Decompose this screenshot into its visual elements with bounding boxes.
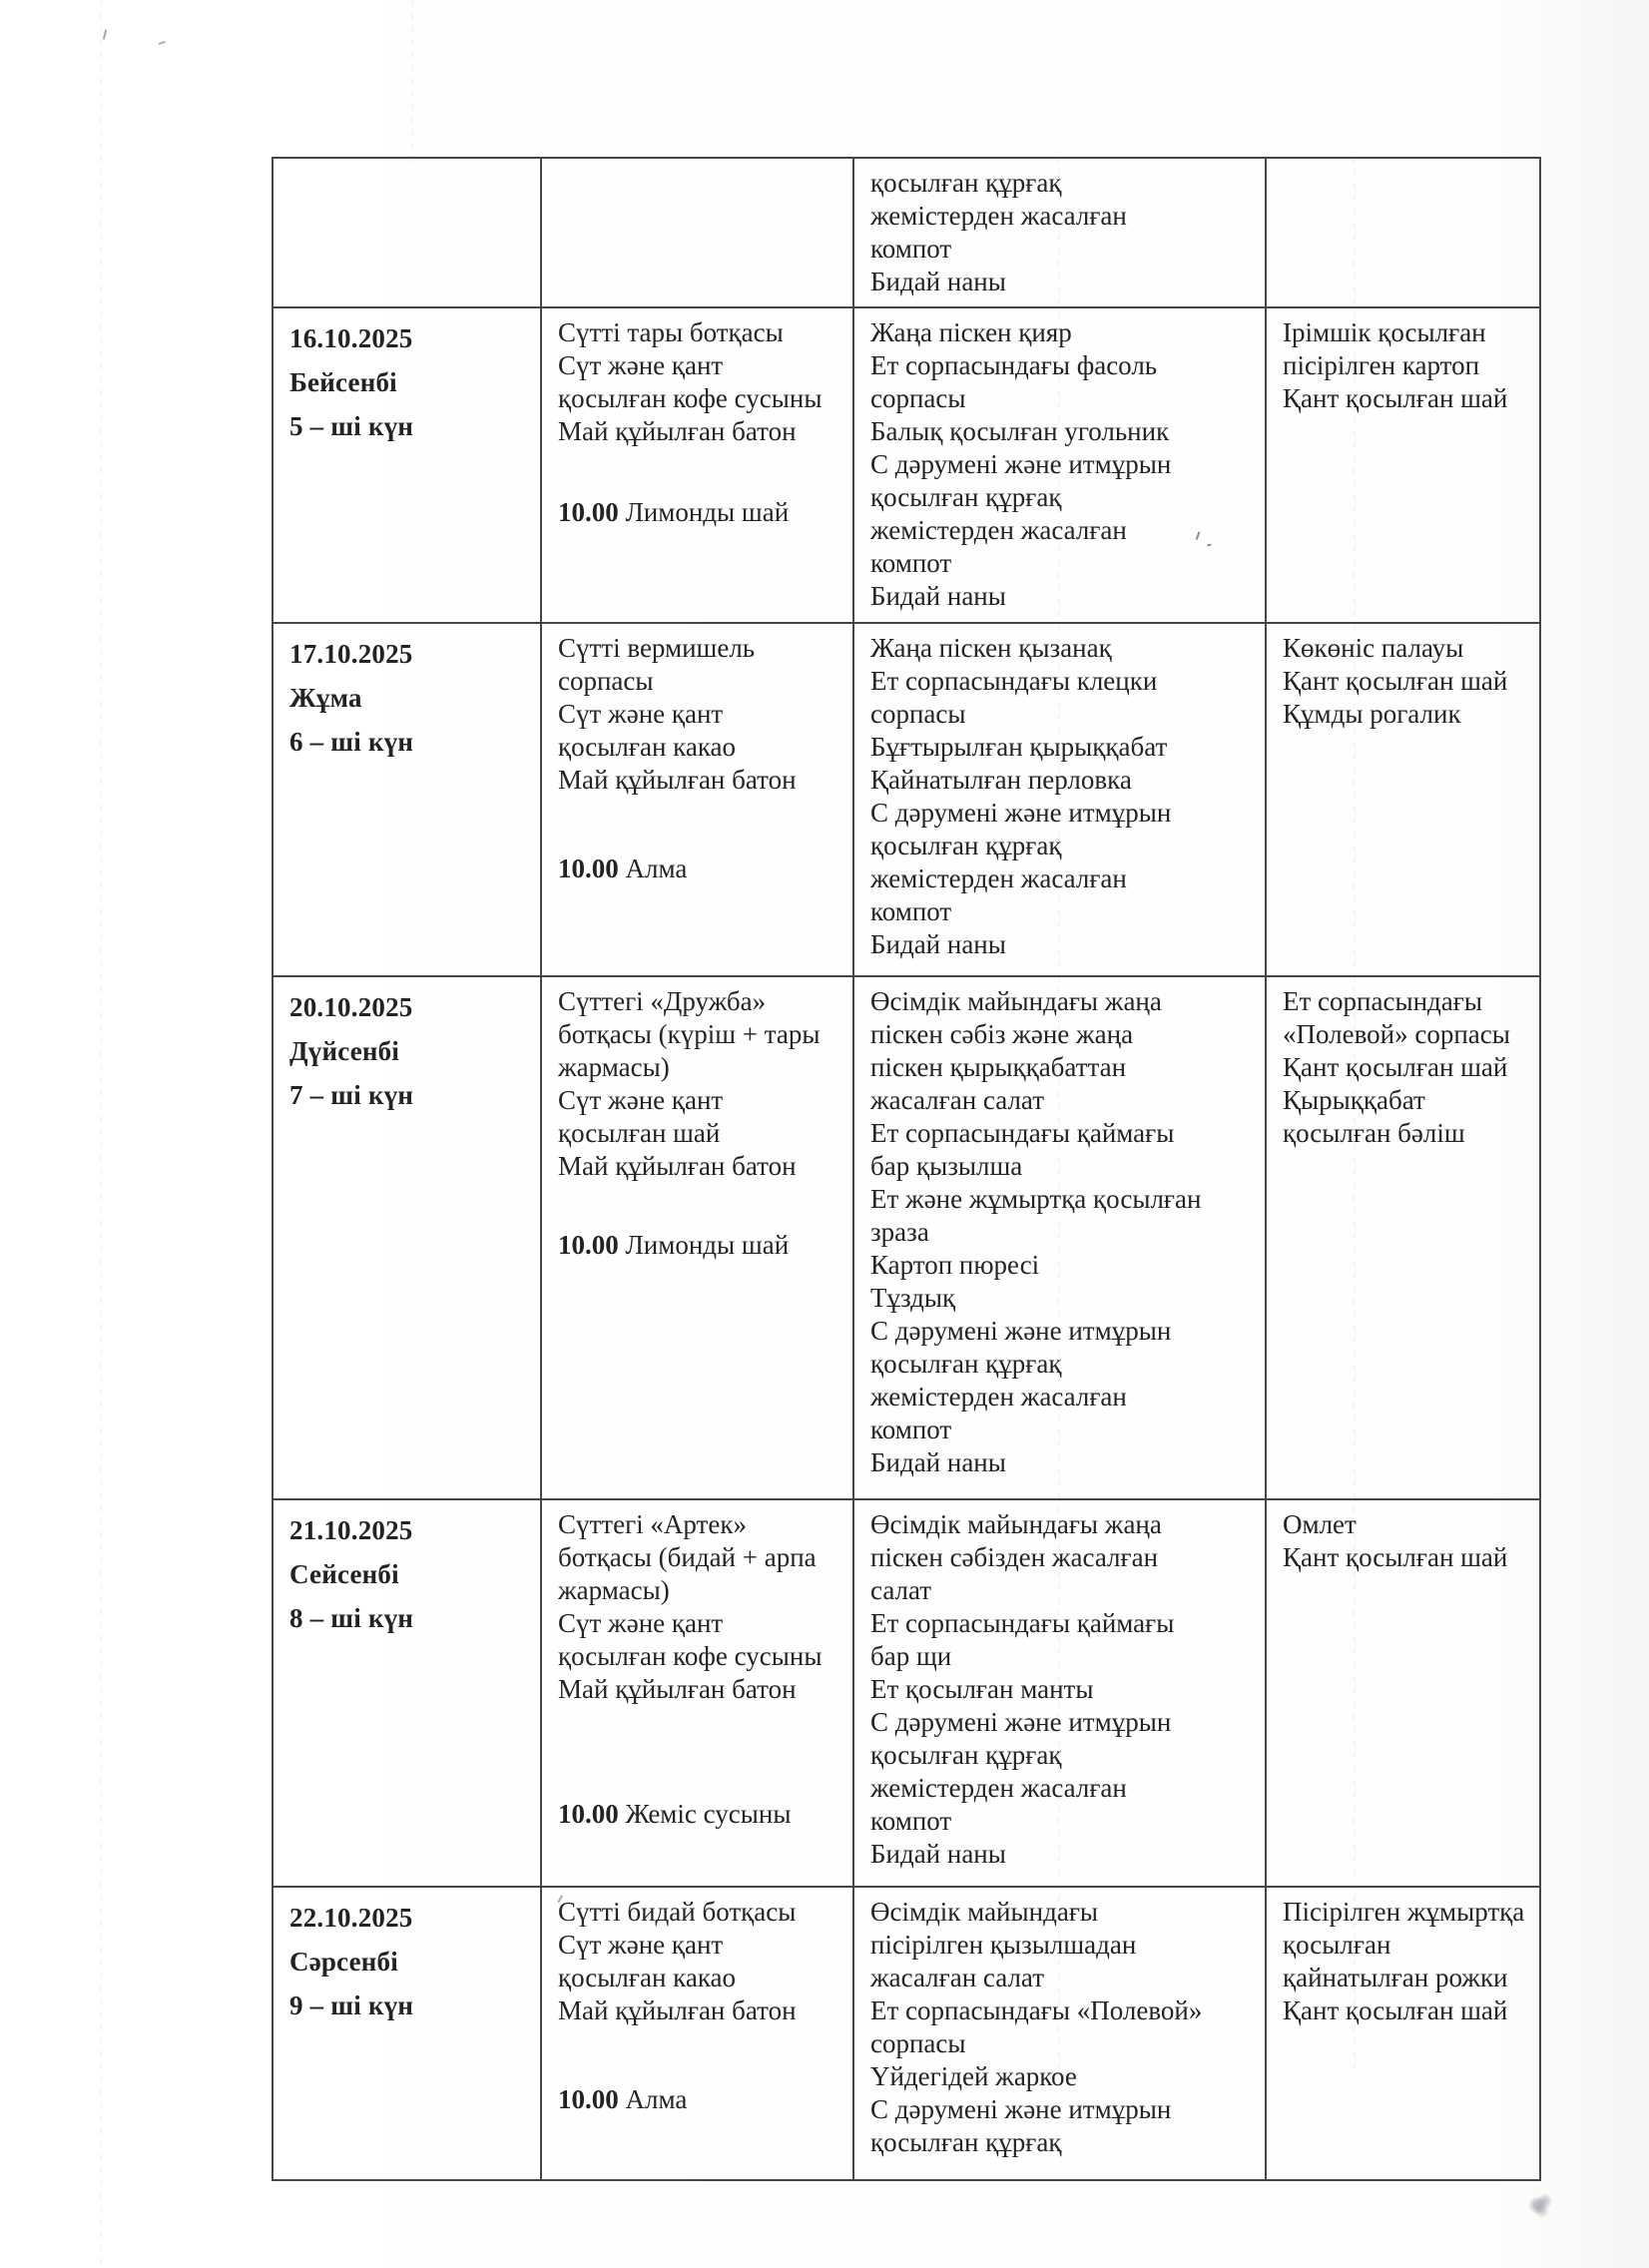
menu-line: Сүт және қант bbox=[558, 350, 724, 380]
morning-snack-time: 10.00 bbox=[558, 2084, 619, 2114]
menu-line: Көкөніс палауы bbox=[1283, 633, 1464, 663]
menu-line: Өсімдік майындағы жаңа bbox=[870, 986, 1162, 1016]
menu-line: компот bbox=[870, 1415, 952, 1444]
menu-line: Май құйылған батон bbox=[558, 1674, 797, 1704]
menu-line: Сүттегі «Дружба» bbox=[558, 986, 767, 1016]
scan-artifact bbox=[103, 30, 110, 41]
menu-line: Дүйсенбі bbox=[289, 1036, 400, 1066]
menu-line: Ет сорпасындағы bbox=[1283, 986, 1482, 1016]
menu-line: 7 – ші күн bbox=[289, 1080, 414, 1110]
cell-breakfast bbox=[541, 307, 853, 623]
paper-crease bbox=[411, 0, 413, 165]
menu-line: Май құйылған батон bbox=[558, 765, 797, 795]
menu-line: Пісірілген жұмыртқа bbox=[1283, 1897, 1525, 1927]
menu-line: қосылған құрғақ bbox=[870, 168, 1062, 198]
menu-line: Ет және жұмыртқа қосылған bbox=[870, 1184, 1202, 1214]
menu-line: қосылған құрғақ bbox=[870, 2127, 1062, 2157]
menu-line: 8 – ші күн bbox=[289, 1603, 414, 1633]
menu-row bbox=[273, 158, 1540, 307]
menu-line: Жұма bbox=[289, 683, 362, 713]
menu-line: 9 – ші күн bbox=[289, 1990, 414, 2020]
menu-line: салат bbox=[870, 1575, 932, 1605]
menu-line: жармасы) bbox=[558, 1052, 670, 1082]
menu-line: қосылған кофе сусыны bbox=[558, 383, 823, 413]
menu-line: Бейсенбі bbox=[289, 367, 397, 397]
menu-line: Ет сорпасындағы қаймағы bbox=[870, 1608, 1175, 1638]
menu-line: пісірілген картоп bbox=[1283, 350, 1480, 380]
cell-breakfast bbox=[541, 976, 853, 1499]
menu-line: қосылған құрғақ bbox=[870, 831, 1062, 860]
menu-line: 20.10.2025 bbox=[289, 992, 413, 1022]
menu-line: 22.10.2025 bbox=[289, 1903, 413, 1933]
morning-snack-line: 10.00 Лимонды шай bbox=[558, 1230, 790, 1260]
menu-line: жемістерден жасалған bbox=[870, 1773, 1127, 1803]
menu-line: Сүт және қант bbox=[558, 1930, 724, 1960]
menu-line: піскен қырыққабаттан bbox=[870, 1052, 1127, 1082]
menu-line: Тұздық bbox=[870, 1283, 956, 1313]
menu-line: Сейсенбі bbox=[289, 1559, 399, 1589]
menu-line: қосылған құрғақ bbox=[870, 482, 1062, 512]
menu-line: қосылған кофе сусыны bbox=[558, 1641, 823, 1671]
menu-line: Сүт және қант bbox=[558, 1608, 724, 1638]
menu-line: Жаңа піскен қызанақ bbox=[870, 633, 1112, 663]
menu-line: қосылған құрғақ bbox=[870, 1740, 1062, 1770]
menu-line: қосылған какао bbox=[558, 1963, 737, 1992]
menu-line: Қант қосылған шай bbox=[1283, 1052, 1508, 1082]
menu-line: компот bbox=[870, 548, 952, 578]
cell-date bbox=[273, 623, 541, 976]
menu-line: «Полевой» сорпасы bbox=[1283, 1019, 1510, 1049]
morning-snack-time: 10.00 bbox=[558, 497, 619, 527]
cell-date bbox=[273, 1499, 541, 1887]
menu-row bbox=[273, 1499, 1540, 1887]
menu-line: Сәрсенбі bbox=[289, 1947, 398, 1977]
menu-line: жармасы) bbox=[558, 1575, 670, 1605]
menu-line: Бидай наны bbox=[870, 581, 1006, 611]
menu-line: Қайнатылған перловка bbox=[870, 765, 1132, 795]
menu-line: С дәрумені және итмұрын bbox=[870, 2094, 1172, 2124]
menu-line: Ірімшік қосылған bbox=[1283, 317, 1486, 347]
menu-row bbox=[273, 307, 1540, 623]
menu-line: Жаңа піскен қияр bbox=[870, 317, 1072, 347]
menu-line: сорпасы bbox=[558, 666, 654, 696]
menu-line: бар щи bbox=[870, 1641, 952, 1671]
menu-line: піскен сәбізден жасалған bbox=[870, 1542, 1159, 1572]
cell-lunch bbox=[853, 1887, 1266, 2180]
menu-line: пісірілген қызылшадан bbox=[870, 1930, 1137, 1960]
cell-lunch bbox=[853, 1499, 1266, 1887]
menu-line: Сүтті бидай ботқасы bbox=[558, 1897, 797, 1927]
menu-line: Өсімдік майындағы жаңа bbox=[870, 1509, 1162, 1539]
menu-line: 21.10.2025 bbox=[289, 1515, 413, 1545]
menu-line: бар қызылша bbox=[870, 1151, 1023, 1181]
menu-line: ботқасы (бидай + арпа bbox=[558, 1542, 817, 1572]
menu-line: компот bbox=[870, 896, 952, 926]
menu-line: Картоп пюресі bbox=[870, 1250, 1040, 1280]
cell-lunch bbox=[853, 976, 1266, 1499]
cell-afternoon bbox=[1266, 158, 1540, 307]
menu-line: Сүт және қант bbox=[558, 699, 724, 729]
menu-line: Үйдегідей жаркое bbox=[870, 2061, 1077, 2091]
menu-row bbox=[273, 623, 1540, 976]
menu-line: компот bbox=[870, 1806, 952, 1836]
menu-line: жасалған салат bbox=[870, 1963, 1044, 1992]
menu-line: Балық қосылған угольник bbox=[870, 416, 1170, 446]
menu-line: С дәрумені және итмұрын bbox=[870, 1316, 1172, 1346]
menu-line: Бидай наны bbox=[870, 267, 1006, 296]
cell-breakfast bbox=[541, 623, 853, 976]
menu-line: зраза bbox=[870, 1217, 929, 1247]
menu-line: 16.10.2025 bbox=[289, 323, 413, 353]
menu-line: Қырыққабат bbox=[1283, 1085, 1425, 1115]
menu-line: Май құйылған батон bbox=[558, 1995, 797, 2025]
menu-line: Сүтті тары ботқасы bbox=[558, 317, 784, 347]
menu-line: қосылған құрғақ bbox=[870, 1349, 1062, 1379]
menu-line: Қант қосылған шай bbox=[1283, 1542, 1508, 1572]
menu-line: жемістерден жасалған bbox=[870, 863, 1127, 893]
menu-line: компот bbox=[870, 234, 952, 264]
menu-line: Қант қосылған шай bbox=[1283, 383, 1508, 413]
menu-line: піскен сәбіз және жаңа bbox=[870, 1019, 1134, 1049]
menu-row bbox=[273, 1887, 1540, 2180]
menu-line: Сүттегі «Артек» bbox=[558, 1509, 747, 1539]
cell-date bbox=[273, 976, 541, 1499]
cell-afternoon bbox=[1266, 307, 1540, 623]
cell-afternoon bbox=[1266, 976, 1540, 1499]
cell-date bbox=[273, 158, 541, 307]
cell-lunch bbox=[853, 623, 1266, 976]
menu-line: С дәрумені және итмұрын bbox=[870, 449, 1172, 479]
menu-line: Өсімдік майындағы bbox=[870, 1897, 1099, 1927]
menu-line: Қант қосылған шай bbox=[1283, 666, 1508, 696]
menu-line: Бидай наны bbox=[870, 929, 1006, 959]
menu-line: Бұғтырылған қырыққабат bbox=[870, 732, 1168, 762]
menu-line: Ет қосылған манты bbox=[870, 1674, 1094, 1704]
menu-line: қосылған бәліш bbox=[1283, 1118, 1465, 1148]
menu-line: жасалған салат bbox=[870, 1085, 1044, 1115]
menu-line: С дәрумені және итмұрын bbox=[870, 1707, 1172, 1737]
menu-line: Май құйылған батон bbox=[558, 416, 797, 446]
scan-artifact bbox=[1525, 2192, 1555, 2218]
menu-row bbox=[273, 976, 1540, 1499]
morning-snack-line: 10.00 Лимонды шай bbox=[558, 497, 790, 527]
menu-line: жемістерден жасалған bbox=[870, 1382, 1127, 1412]
menu-line: сорпасы bbox=[870, 699, 966, 729]
menu-table-body bbox=[273, 158, 1540, 2180]
menu-line: 17.10.2025 bbox=[289, 639, 413, 669]
morning-snack-time: 10.00 bbox=[558, 853, 619, 883]
menu-line: Май құйылған батон bbox=[558, 1151, 797, 1181]
menu-line: қайнатылған рожки bbox=[1283, 1963, 1508, 1992]
cell-lunch bbox=[853, 158, 1266, 307]
menu-line: қосылған шай bbox=[558, 1118, 721, 1148]
menu-line: қосылған какао bbox=[558, 732, 737, 762]
morning-snack-time: 10.00 bbox=[558, 1230, 619, 1260]
cell-afternoon bbox=[1266, 623, 1540, 976]
menu-line: Қант қосылған шай bbox=[1283, 1995, 1508, 2025]
scan-artifact bbox=[157, 36, 166, 45]
cell-breakfast bbox=[541, 1887, 853, 2180]
menu-line: Сүт және қант bbox=[558, 1085, 724, 1115]
menu-line: Ет сорпасындағы «Полевой» bbox=[870, 1995, 1203, 2025]
menu-line: 6 – ші күн bbox=[289, 727, 414, 757]
morning-snack-line: 10.00 Алма bbox=[558, 2084, 688, 2114]
cell-date bbox=[273, 307, 541, 623]
menu-line: Құмды рогалик bbox=[1283, 699, 1461, 729]
menu-line: Ет сорпасындағы клецки bbox=[870, 666, 1158, 696]
menu-line: Омлет bbox=[1283, 1509, 1357, 1539]
cell-breakfast bbox=[541, 1499, 853, 1887]
menu-line: сорпасы bbox=[870, 383, 966, 413]
menu-line: Бидай наны bbox=[870, 1447, 1006, 1477]
cell-afternoon bbox=[1266, 1887, 1540, 2180]
cell-afternoon bbox=[1266, 1499, 1540, 1887]
menu-line: Ет сорпасындағы қаймағы bbox=[870, 1118, 1175, 1148]
menu-line: жемістерден жасалған bbox=[870, 201, 1127, 231]
menu-line: ботқасы (күріш + тары bbox=[558, 1019, 821, 1049]
menu-line: Бидай наны bbox=[870, 1839, 1006, 1869]
cell-breakfast bbox=[541, 158, 853, 307]
menu-line: Ет сорпасындағы фасоль bbox=[870, 350, 1158, 380]
menu-line: 5 – ші күн bbox=[289, 411, 414, 441]
paper-crease bbox=[100, 0, 102, 2268]
menu-line: жемістерден жасалған bbox=[870, 515, 1127, 545]
cell-date bbox=[273, 1887, 541, 2180]
morning-snack-line: 10.00 Жеміс сусыны bbox=[558, 1799, 792, 1829]
morning-snack-time: 10.00 bbox=[558, 1799, 619, 1829]
menu-line: С дәрумені және итмұрын bbox=[870, 798, 1172, 828]
cell-lunch bbox=[853, 307, 1266, 623]
menu-table-grid bbox=[272, 157, 1541, 2181]
menu-line: сорпасы bbox=[870, 2028, 966, 2058]
morning-snack-line: 10.00 Алма bbox=[558, 853, 688, 883]
menu-line: Сүтті вермишель bbox=[558, 633, 756, 663]
menu-table bbox=[272, 157, 1539, 2181]
menu-line: қосылған bbox=[1283, 1930, 1391, 1960]
